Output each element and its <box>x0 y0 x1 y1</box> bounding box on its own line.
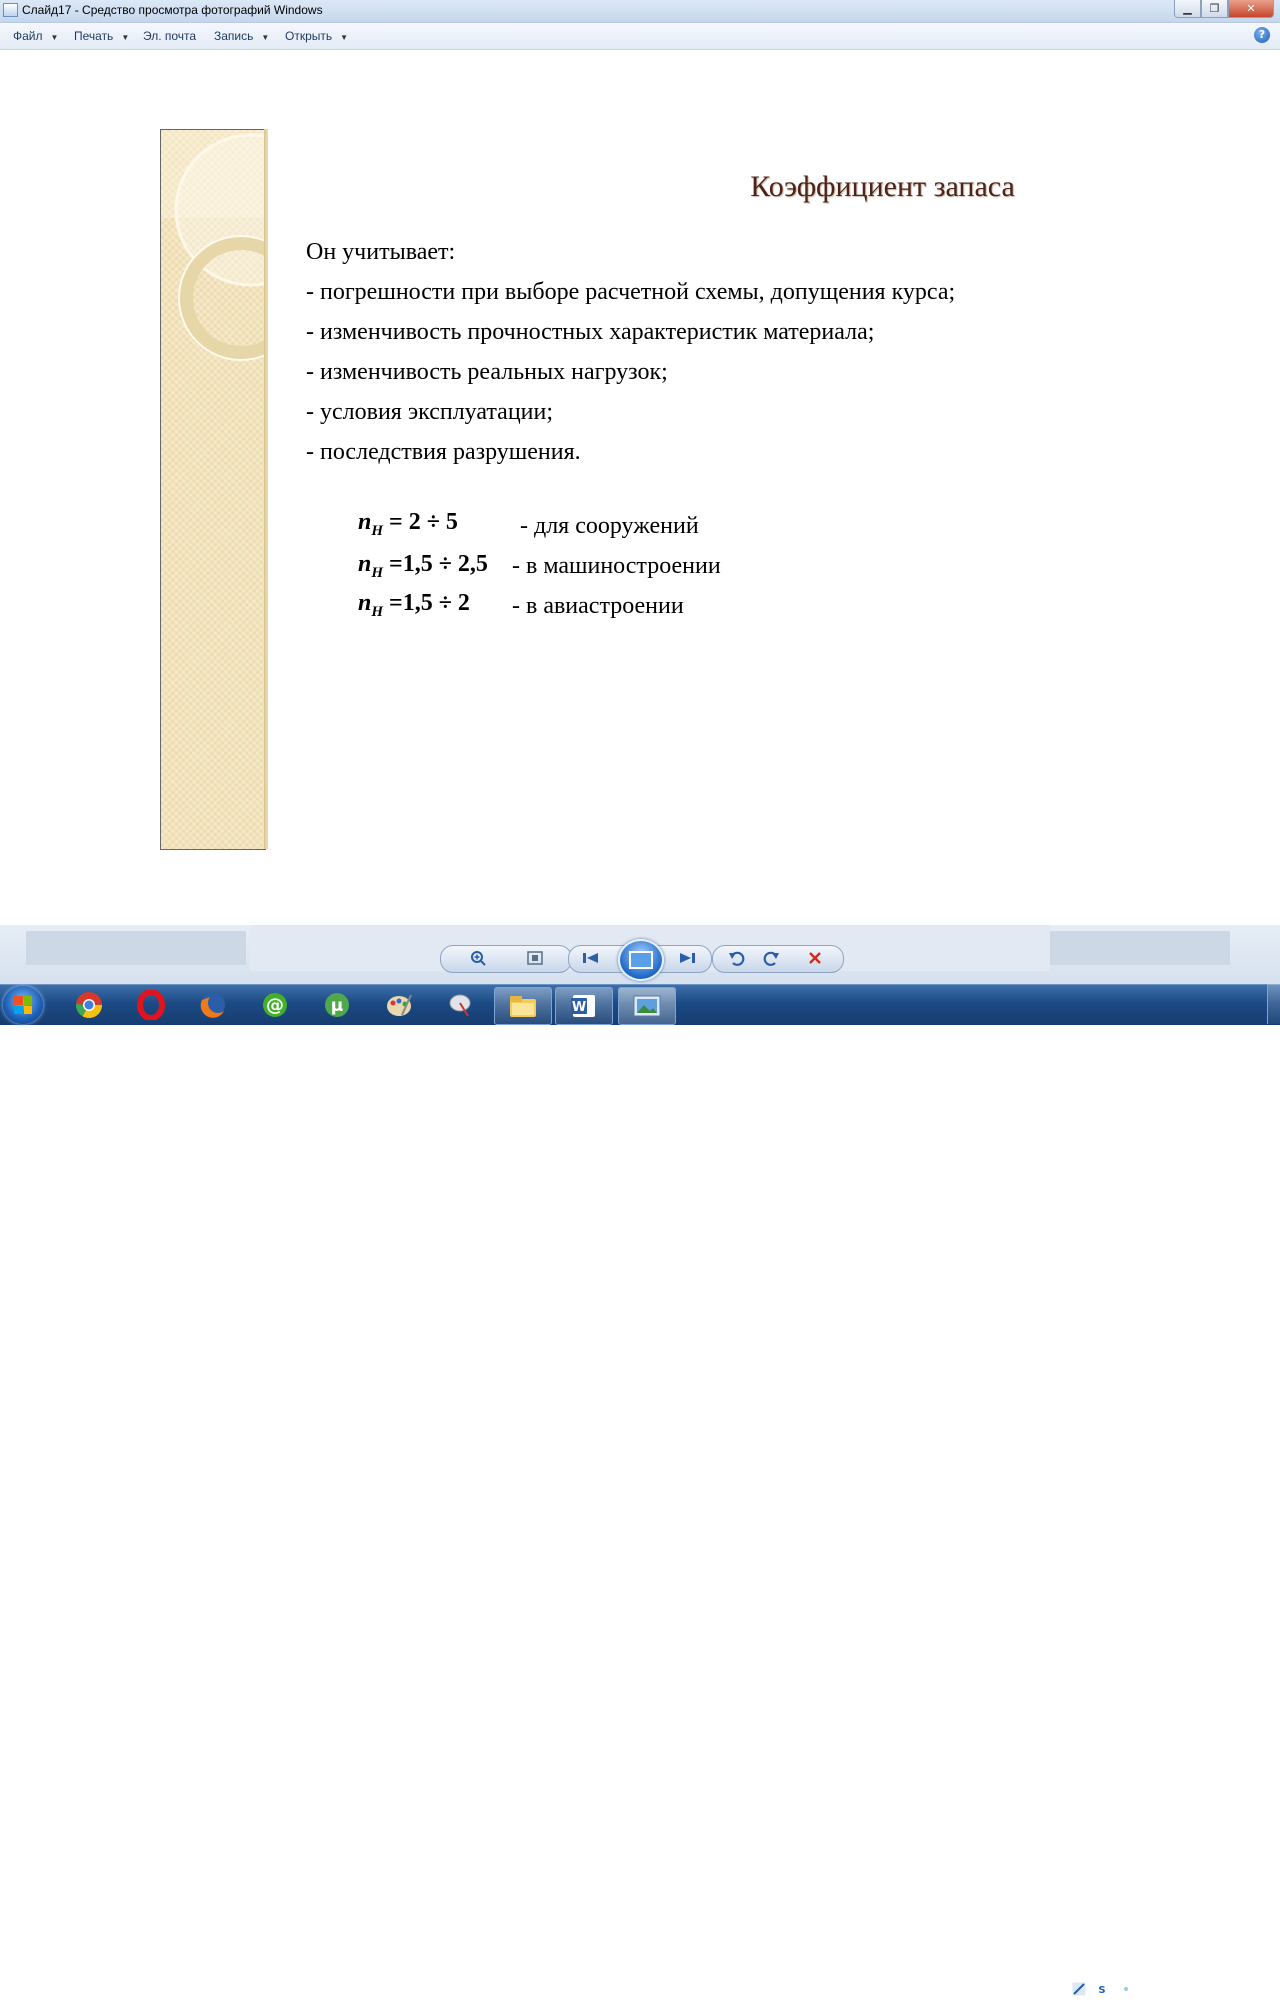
chevron-down-icon: ▼ <box>50 33 59 42</box>
minimize-button[interactable] <box>1174 0 1201 18</box>
zoom-icon <box>469 949 489 967</box>
explorer-button[interactable] <box>494 987 552 1025</box>
rotate-clockwise-button[interactable] <box>760 948 782 968</box>
delete-icon <box>807 950 823 966</box>
network-tray-icon[interactable] <box>1071 1981 1087 1997</box>
next-button[interactable] <box>676 948 698 968</box>
slide-title-text: Коэффициент запаса <box>750 170 1015 203</box>
taskbar <box>0 984 1280 2003</box>
slide-line: - последствия разрушения. <box>306 439 581 465</box>
close-button[interactable] <box>1228 0 1274 18</box>
ghost-panel-right <box>1050 931 1230 965</box>
menu-burn-label: Запись <box>214 29 254 43</box>
svg-text:W: W <box>571 1000 587 1015</box>
slide-image <box>160 129 1120 849</box>
formula-symbol: n <box>358 590 372 616</box>
volume-icon <box>1166 1981 1182 1997</box>
formula-symbol: n <box>358 509 372 535</box>
restore-icon: ❐ <box>1209 2 1220 15</box>
chevron-down-icon: ▼ <box>121 33 130 42</box>
formula-subscript: Н <box>371 604 384 620</box>
skype-icon <box>1094 1981 1110 1997</box>
formula-3 <box>358 590 470 621</box>
slide-line: - изменчивость прочностных характеристик материала; <box>306 319 875 345</box>
slideshow-icon <box>629 951 653 969</box>
network-icon <box>1071 1981 1087 1997</box>
clock-time: 16:40 <box>1212 1975 1244 1988</box>
rotate-counterclockwise-icon <box>728 949 746 967</box>
chrome-button[interactable] <box>73 989 105 1021</box>
menu-email[interactable] <box>143 29 196 43</box>
menu-burn[interactable] <box>214 29 269 43</box>
slide-line: - изменчивость реальных нагрузок; <box>306 359 668 385</box>
slide-title <box>160 170 1250 204</box>
minimize-icon: ▁ <box>1183 2 1192 15</box>
formula-expression: =1,5 ÷ 2,5 <box>389 551 488 577</box>
svg-text:µ: µ <box>330 996 344 1016</box>
language-indicator[interactable]: RU <box>1039 1979 1055 1992</box>
opera-icon <box>136 990 166 1020</box>
viewer-controls <box>440 942 840 974</box>
formula-3-description: - в авиастроении <box>512 593 684 619</box>
formula-1-description: - для сооружений <box>520 513 699 539</box>
firefox-button[interactable] <box>197 989 229 1021</box>
close-icon: ✕ <box>1246 2 1256 15</box>
chevron-down-icon: ▼ <box>261 33 270 42</box>
delete-button[interactable] <box>804 948 826 968</box>
menu-print[interactable] <box>74 29 129 43</box>
opera-button[interactable] <box>135 989 167 1021</box>
utorrent-icon <box>322 990 352 1020</box>
menu-bar <box>0 23 1280 50</box>
action-center-tray-icon[interactable] <box>1142 1981 1158 1997</box>
menu-email-label: Эл. почта <box>143 29 197 43</box>
windows-logo-icon <box>14 996 32 1014</box>
satellite-button[interactable] <box>445 989 477 1021</box>
paint-button[interactable] <box>383 989 415 1021</box>
rotate-clockwise-icon <box>762 949 780 967</box>
flag-icon <box>1142 1981 1158 1997</box>
menu-print-label: Печать <box>74 29 114 43</box>
chevron-down-icon: ▼ <box>340 33 349 42</box>
svg-text:@: @ <box>266 995 284 1016</box>
slide-line: - условия эксплуатации; <box>306 399 554 425</box>
title-bar <box>0 0 1280 23</box>
rotate-counterclockwise-button[interactable] <box>726 948 748 968</box>
svg-text:S: S <box>1098 1985 1106 1996</box>
previous-icon <box>582 951 600 965</box>
menu-file[interactable] <box>13 29 58 43</box>
formula-2 <box>358 551 488 582</box>
skype-tray-icon[interactable] <box>1094 1981 1110 1997</box>
firefox-icon <box>198 990 228 1020</box>
decorative-circles-icon <box>161 130 266 849</box>
slide-line: - погрешности при выборе расчетной схемы, допущения курса; <box>306 279 956 305</box>
photo-viewer-taskbar-button[interactable] <box>618 987 676 1025</box>
previous-button[interactable] <box>580 948 602 968</box>
system-clock[interactable] <box>1196 1974 1260 2004</box>
menu-file-label: Файл <box>13 29 43 43</box>
zoom-controls-pill <box>440 945 572 973</box>
photo-viewer-app-icon <box>3 3 18 17</box>
slide-line: Он учитывает: <box>306 239 456 265</box>
formula-1 <box>358 509 458 540</box>
explorer-icon <box>508 993 538 1019</box>
sync-tray-icon[interactable] <box>1118 1981 1134 1997</box>
formula-subscript: Н <box>371 523 384 539</box>
slide-sidebar-edge <box>264 129 268 849</box>
formula-symbol: n <box>358 551 372 577</box>
slideshow-button[interactable] <box>618 939 664 981</box>
formula-2-description: - в машиностроении <box>512 553 721 579</box>
clock-date: 07.05.2012 <box>1196 1990 1260 2003</box>
zoom-button[interactable] <box>468 948 490 968</box>
word-button[interactable] <box>555 987 613 1025</box>
ghost-panel-left <box>26 931 246 965</box>
menu-open[interactable] <box>285 29 348 43</box>
slide-body <box>306 232 955 472</box>
actual-size-icon <box>527 951 543 965</box>
satellite-icon <box>446 990 476 1020</box>
paint-icon <box>384 990 414 1020</box>
formula-expression: = 2 ÷ 5 <box>389 509 458 535</box>
actual-size-button[interactable] <box>524 948 546 968</box>
chrome-icon <box>74 990 104 1020</box>
slide-decorative-sidebar <box>160 129 266 850</box>
menu-open-label: Открыть <box>285 29 333 43</box>
mail-agent-icon <box>260 990 290 1020</box>
window-title: Слайд17 - Средство просмотра фотографий Windows <box>22 3 323 17</box>
formula-subscript: Н <box>371 565 384 581</box>
formula-expression: =1,5 ÷ 2 <box>389 590 470 616</box>
volume-tray-icon[interactable] <box>1166 1981 1182 1997</box>
word-icon <box>569 993 599 1019</box>
mail-agent-button[interactable] <box>259 989 291 1021</box>
utorrent-button[interactable] <box>321 989 353 1021</box>
maximize-button[interactable] <box>1201 0 1228 18</box>
help-icon[interactable]: ? <box>1254 27 1270 43</box>
window-controls <box>1174 0 1274 18</box>
show-desktop-button[interactable] <box>1267 984 1280 1024</box>
next-icon <box>678 951 696 965</box>
sync-icon <box>1118 1981 1134 1997</box>
photo-viewer-icon <box>632 993 662 1019</box>
start-button[interactable] <box>3 986 43 1024</box>
